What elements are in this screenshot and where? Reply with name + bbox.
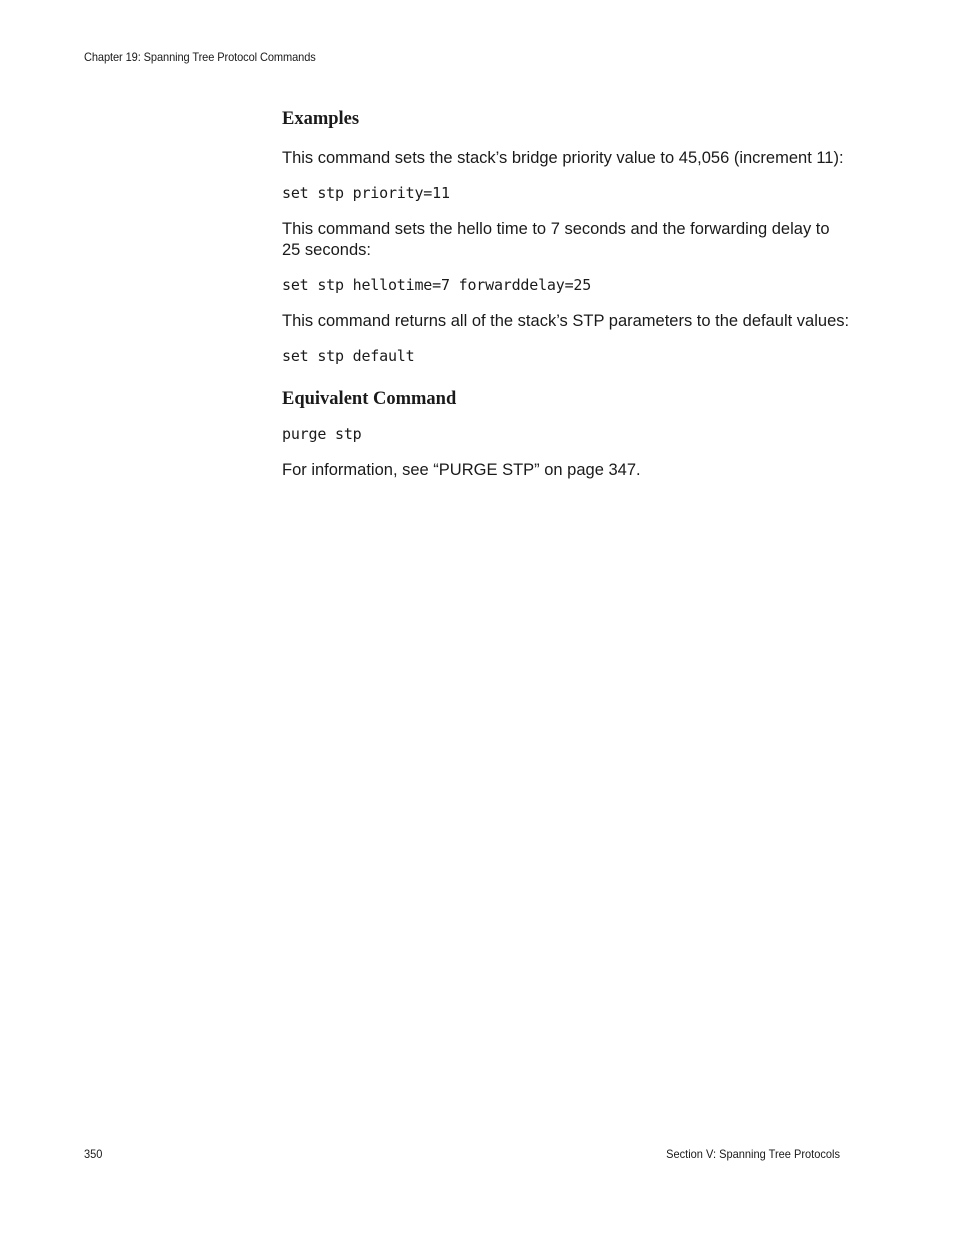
example-command: set stp default	[282, 347, 415, 365]
example-command: set stp priority=11	[282, 184, 450, 202]
equivalent-command: purge stp	[282, 425, 362, 443]
page-content	[282, 106, 852, 495]
page-number: 350	[84, 1147, 103, 1161]
examples-heading: Examples	[282, 109, 360, 129]
equivalent-command-heading: Equivalent Command	[282, 389, 457, 409]
reference-text: For information, see “PURGE STP” on page 347.	[282, 461, 641, 479]
footer-section: Section V: Spanning Tree Protocols	[666, 1147, 840, 1161]
example-command: set stp hellotime=7 forwarddelay=25	[282, 276, 592, 294]
running-header: Chapter 19: Spanning Tree Protocol Commands	[84, 50, 316, 64]
example-description: This command returns all of the stack’s STP parameters to the default values:	[282, 312, 850, 330]
example-description: This command sets the stack’s bridge priority value to 45,056 (increment 11):	[282, 149, 844, 167]
example-description: This command sets the hello time to 7 seconds and the forwarding delay to 25 seconds:	[282, 220, 830, 259]
